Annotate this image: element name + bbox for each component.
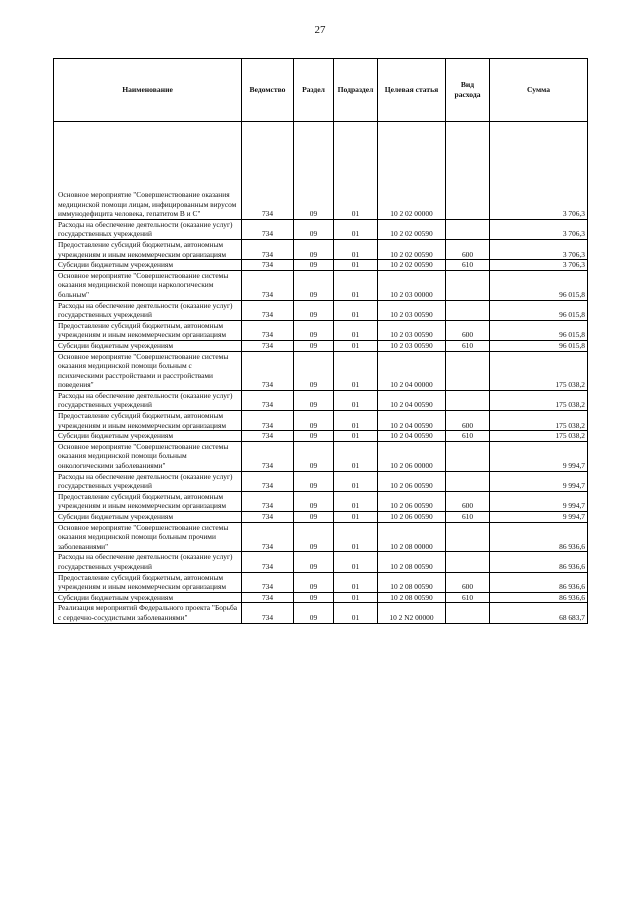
cell-subsection: 01 (334, 320, 378, 340)
cell-department: 734 (242, 431, 294, 442)
cell-subsection: 01 (334, 190, 378, 219)
cell-department: 734 (242, 320, 294, 340)
cell-target: 10 2 02 00000 (378, 190, 446, 219)
table-row (54, 300, 588, 320)
cell-name: Основное мероприятие "Совершенствование системы оказания медицинской помощи наркологическим больным" (54, 270, 242, 300)
cell-name: Субсидии бюджетным учреждениям (54, 340, 242, 351)
cell-expense-type (446, 441, 490, 471)
cell-department: 734 (242, 441, 294, 471)
cell-expense-type (446, 471, 490, 491)
cell-department: 734 (242, 270, 294, 300)
cell-amount: 175 038,2 (490, 431, 588, 442)
cell-expense-type (446, 603, 490, 623)
cell-subsection: 01 (334, 592, 378, 603)
table-row (54, 441, 588, 471)
cell-target: 10 2 03 00000 (378, 270, 446, 300)
cell-subsection: 01 (334, 441, 378, 471)
cell-expense-type (446, 552, 490, 572)
cell-department: 734 (242, 522, 294, 552)
table-body (54, 122, 588, 624)
cell-department: 734 (242, 351, 294, 390)
cell-amount: 3 706,3 (490, 239, 588, 259)
header-subsection: Подраздел (334, 59, 378, 122)
cell-department: 734 (242, 300, 294, 320)
cell-subsection: 01 (334, 431, 378, 442)
cell-target: 10 2 04 00000 (378, 351, 446, 390)
cell-section: 09 (294, 239, 334, 259)
cell-amount: 96 015,8 (490, 340, 588, 351)
cell-subsection: 01 (334, 390, 378, 410)
table-row (54, 603, 588, 623)
cell-subsection: 01 (334, 219, 378, 239)
cell-name: Расходы на обеспечение деятельности (оказание услуг) государственных учреждений (54, 390, 242, 410)
cell-amount: 175 038,2 (490, 351, 588, 390)
cell-department: 734 (242, 219, 294, 239)
cell-target: 10 2 03 00590 (378, 340, 446, 351)
table-row (54, 239, 588, 259)
cell-subsection: 01 (334, 572, 378, 592)
table-row (54, 552, 588, 572)
cell-amount: 86 936,6 (490, 552, 588, 572)
cell-name: Основное мероприятие "Совершенствование системы оказания медицинской помощи больным онкологическими заболеваниями" (54, 441, 242, 471)
cell-section: 09 (294, 320, 334, 340)
cell-expense-type: 610 (446, 431, 490, 442)
table-row (54, 522, 588, 552)
cell-name: Предоставление субсидий бюджетным, автономным учреждениям и иным некоммерческим организациям (54, 411, 242, 431)
cell-department: 734 (242, 552, 294, 572)
cell-target: 10 2 06 00590 (378, 491, 446, 511)
cell-name: Расходы на обеспечение деятельности (оказание услуг) государственных учреждений (54, 552, 242, 572)
cell-section: 09 (294, 512, 334, 523)
cell-section: 09 (294, 522, 334, 552)
cell-name: Расходы на обеспечение деятельности (оказание услуг) государственных учреждений (54, 471, 242, 491)
cell-subsection: 01 (334, 411, 378, 431)
cell-department: 734 (242, 491, 294, 511)
cell-department: 734 (242, 592, 294, 603)
cell-target: 10 2 04 00590 (378, 411, 446, 431)
header-department: Ведомство (242, 59, 294, 122)
cell-amount: 9 994,7 (490, 491, 588, 511)
cell-amount: 3 706,3 (490, 190, 588, 219)
cell-subsection: 01 (334, 340, 378, 351)
cell-amount: 86 936,6 (490, 522, 588, 552)
cell-target: 10 2 02 00590 (378, 239, 446, 259)
cell-name: Субсидии бюджетным учреждениям (54, 260, 242, 271)
cell-section: 09 (294, 340, 334, 351)
cell-name: Основное мероприятие "Совершенствование системы оказания медицинской помощи больным с психическими расстройствами и расстройствами поведения" (54, 351, 242, 390)
cell-department: 734 (242, 471, 294, 491)
cell-section: 09 (294, 471, 334, 491)
cell-target: 10 2 06 00590 (378, 471, 446, 491)
table-row (54, 512, 588, 523)
cell-section: 09 (294, 351, 334, 390)
cell-department: 734 (242, 390, 294, 410)
table-row (54, 270, 588, 300)
cell-amount: 96 015,8 (490, 270, 588, 300)
cell-amount: 9 994,7 (490, 512, 588, 523)
cell-section: 09 (294, 190, 334, 219)
cell-target: 10 2 02 00590 (378, 219, 446, 239)
cell-target: 10 2 06 00590 (378, 512, 446, 523)
cell-name: Субсидии бюджетным учреждениям (54, 431, 242, 442)
cell-expense-type (446, 219, 490, 239)
table-row (54, 572, 588, 592)
cell-expense-type: 610 (446, 512, 490, 523)
table-row (54, 411, 588, 431)
cell-section: 09 (294, 260, 334, 271)
cell-target: 10 2 08 00000 (378, 522, 446, 552)
cell-section: 09 (294, 300, 334, 320)
cell-name: Основное мероприятие "Совершенствование системы оказания медицинской помощи больным прочими заболеваниями" (54, 522, 242, 552)
cell-subsection: 01 (334, 471, 378, 491)
table-row (54, 351, 588, 390)
cell-section: 09 (294, 552, 334, 572)
cell-target: 10 2 03 00590 (378, 300, 446, 320)
cell-amount: 9 994,7 (490, 441, 588, 471)
cell-amount: 86 936,6 (490, 592, 588, 603)
table-header-row (54, 59, 588, 122)
cell-subsection: 01 (334, 260, 378, 271)
cell-subsection: 01 (334, 351, 378, 390)
cell-amount: 96 015,8 (490, 300, 588, 320)
cell-section: 09 (294, 572, 334, 592)
cell-target: 10 2 04 00590 (378, 431, 446, 442)
cell-expense-type (446, 390, 490, 410)
cell-amount: 9 994,7 (490, 471, 588, 491)
cell-department: 734 (242, 190, 294, 219)
cell-expense-type: 600 (446, 572, 490, 592)
table-row (54, 592, 588, 603)
cell-name: Расходы на обеспечение деятельности (оказание услуг) государственных учреждений (54, 219, 242, 239)
cell-department: 734 (242, 603, 294, 623)
cell-expense-type: 600 (446, 491, 490, 511)
cell-amount: 175 038,2 (490, 390, 588, 410)
budget-table (53, 58, 588, 624)
cell-name: Субсидии бюджетным учреждениям (54, 512, 242, 523)
cell-section: 09 (294, 219, 334, 239)
cell-target: 10 2 N2 00000 (378, 603, 446, 623)
cell-subsection: 01 (334, 491, 378, 511)
cell-expense-type: 600 (446, 411, 490, 431)
cell-name: Реализация мероприятий Федерального проекта "Борьба с сердечно-сосудистыми заболеваниями" (54, 603, 242, 623)
cell-subsection: 01 (334, 552, 378, 572)
header-name: Наименование (54, 59, 242, 122)
cell-name: Предоставление субсидий бюджетным, автономным учреждениям и иным некоммерческим организациям (54, 239, 242, 259)
cell-amount: 68 683,7 (490, 603, 588, 623)
cell-subsection: 01 (334, 270, 378, 300)
cell-section: 09 (294, 603, 334, 623)
cell-department: 734 (242, 239, 294, 259)
header-section: Раздел (294, 59, 334, 122)
cell-expense-type (446, 300, 490, 320)
cell-subsection: 01 (334, 300, 378, 320)
cell-section: 09 (294, 431, 334, 442)
table-row (54, 320, 588, 340)
cell-department: 734 (242, 340, 294, 351)
cell-amount: 3 706,3 (490, 219, 588, 239)
cell-department: 734 (242, 260, 294, 271)
cell-target: 10 2 08 00590 (378, 552, 446, 572)
table-row (54, 471, 588, 491)
table-row (54, 340, 588, 351)
cell-target: 10 2 06 00000 (378, 441, 446, 471)
cell-expense-type (446, 351, 490, 390)
cell-subsection: 01 (334, 522, 378, 552)
cell-amount: 96 015,8 (490, 320, 588, 340)
cell-expense-type: 600 (446, 239, 490, 259)
cell-name: Предоставление субсидий бюджетным, автономным учреждениям и иным некоммерческим организациям (54, 491, 242, 511)
header-amount: Сумма (490, 59, 588, 122)
cell-name: Основное мероприятие "Совершенствование оказания медицинской помощи лицам, инфицированным вирусом иммунодефицита человека, гепатитом В и С" (54, 190, 242, 219)
cell-expense-type (446, 190, 490, 219)
cell-section: 09 (294, 592, 334, 603)
cell-name: Расходы на обеспечение деятельности (оказание услуг) государственных учреждений (54, 300, 242, 320)
cell-target: 10 2 02 00590 (378, 260, 446, 271)
cell-subsection: 01 (334, 239, 378, 259)
cell-expense-type (446, 522, 490, 552)
table-row (54, 190, 588, 219)
cell-department: 734 (242, 572, 294, 592)
cell-section: 09 (294, 270, 334, 300)
cell-subsection: 01 (334, 512, 378, 523)
cell-department: 734 (242, 512, 294, 523)
cell-expense-type: 610 (446, 260, 490, 271)
cell-expense-type: 610 (446, 340, 490, 351)
cell-section: 09 (294, 491, 334, 511)
cell-name: Предоставление субсидий бюджетным, автономным учреждениям и иным некоммерческим организациям (54, 320, 242, 340)
table-row (54, 491, 588, 511)
cell-subsection: 01 (334, 603, 378, 623)
cell-amount: 86 936,6 (490, 572, 588, 592)
cell-target: 10 2 03 00590 (378, 320, 446, 340)
table-row (54, 431, 588, 442)
cell-section: 09 (294, 441, 334, 471)
table-row (54, 390, 588, 410)
header-target: Целевая статья (378, 59, 446, 122)
header-expense-type: Вид расхода (446, 59, 490, 122)
page-number: 27 (314, 24, 326, 36)
cell-target: 10 2 08 00590 (378, 592, 446, 603)
cell-target: 10 2 04 00590 (378, 390, 446, 410)
cell-expense-type: 600 (446, 320, 490, 340)
cell-section: 09 (294, 390, 334, 410)
cell-name: Предоставление субсидий бюджетным, автономным учреждениям и иным некоммерческим организациям (54, 572, 242, 592)
table-row (54, 219, 588, 239)
cell-expense-type (446, 270, 490, 300)
cell-department: 734 (242, 411, 294, 431)
cell-name: Субсидии бюджетным учреждениям (54, 592, 242, 603)
table-row (54, 260, 588, 271)
cell-expense-type: 610 (446, 592, 490, 603)
cell-amount: 175 038,2 (490, 411, 588, 431)
cell-target: 10 2 08 00590 (378, 572, 446, 592)
spacer-row (54, 122, 588, 191)
cell-section: 09 (294, 411, 334, 431)
cell-amount: 3 706,3 (490, 260, 588, 271)
